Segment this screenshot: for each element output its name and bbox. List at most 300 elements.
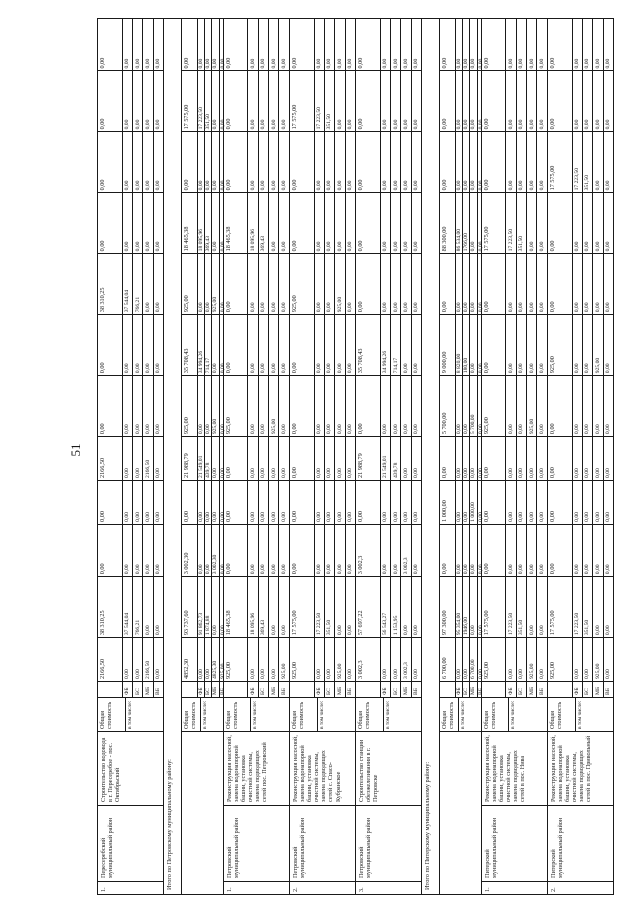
value-column xyxy=(548,70,613,131)
source-value: 0,00 xyxy=(248,481,258,524)
value-column xyxy=(482,637,547,681)
value-column xyxy=(356,253,421,314)
source-value: 0,00 xyxy=(325,525,335,576)
source-value: 0,00 xyxy=(259,638,269,681)
source-value: 0,00 xyxy=(280,302,287,313)
source-value: 0,00 xyxy=(335,376,345,436)
source-value: 0,00 xyxy=(583,481,593,524)
source-value: 0,00 xyxy=(413,669,420,679)
total-value: 2166,50 xyxy=(98,437,123,480)
source-value: 0,00 xyxy=(583,638,593,681)
source-value: 0,00 xyxy=(401,193,411,253)
source-value: 0,00 xyxy=(198,254,205,314)
total-value: 35 708,43 xyxy=(356,315,381,375)
source-value: 0,00 xyxy=(413,424,420,435)
source-value: 0,00 xyxy=(143,254,153,314)
source-value: 0,00 xyxy=(133,525,143,576)
total-value: 0,00 xyxy=(224,71,249,131)
value-column xyxy=(356,637,421,681)
object-description: Строительство водовода в г. Пересеребое - пос. Октябрьский xyxy=(98,731,163,805)
total-value: 0,00 xyxy=(482,254,507,314)
value-column xyxy=(440,70,484,131)
total-value: 925,00 xyxy=(482,376,507,436)
source-value: 21 549,01 xyxy=(198,437,205,480)
source-value: 0,00 xyxy=(538,669,545,679)
source-value: 34 994,26 xyxy=(198,315,205,375)
source-code: МБ xyxy=(269,682,279,697)
total-value: 0,00 xyxy=(548,193,573,253)
total-cost-label: Общая стоимость xyxy=(224,698,252,731)
source-value: 0,00 xyxy=(593,71,603,131)
source-value: 0,00 xyxy=(123,193,133,253)
value-column xyxy=(548,19,613,70)
total-value: 2166,50 xyxy=(98,638,123,681)
source-code: ВБ xyxy=(477,688,484,695)
total-value: 925,00 xyxy=(548,638,573,681)
including-label: в том числе: xyxy=(126,700,133,729)
total-value: 0,00 xyxy=(224,437,249,480)
source-value: 0,00 xyxy=(198,132,205,192)
source-value: 0,00 xyxy=(391,525,401,576)
source-value: 0,00 xyxy=(470,577,477,637)
source-value: 3 002,3 xyxy=(401,525,411,576)
source-value: 0,00 xyxy=(219,625,226,636)
value-column xyxy=(482,524,547,576)
value-column xyxy=(98,19,163,70)
source-value: 0,00 xyxy=(527,19,537,70)
source-value: 0,00 xyxy=(143,71,153,131)
source-code: БС xyxy=(205,682,212,697)
total-value: 0,00 xyxy=(98,71,123,131)
source-value: 0,00 xyxy=(573,376,583,436)
value-column xyxy=(356,19,421,70)
row-number: 1. xyxy=(224,881,289,894)
source-value: 0,00 xyxy=(347,58,354,69)
page-number: 51 xyxy=(68,443,83,457)
source-code: ВБ xyxy=(347,688,354,695)
source-value: 0,00 xyxy=(391,376,401,436)
value-column xyxy=(290,253,355,314)
source-value: 0,00 xyxy=(280,625,287,636)
value-column xyxy=(182,375,226,436)
total-value: 0,00 xyxy=(440,19,455,70)
total-value: 5 700,00 xyxy=(440,376,455,436)
source-value: 0,00 xyxy=(198,376,205,436)
source-value: 0,00 xyxy=(605,564,612,575)
total-value: 17 575,00 xyxy=(290,71,315,131)
table-row xyxy=(290,19,356,894)
source-value: 0,00 xyxy=(605,58,612,69)
value-column xyxy=(482,314,547,375)
value-column xyxy=(224,314,289,375)
source-value: 0,00 xyxy=(527,132,537,192)
value-column xyxy=(290,19,355,70)
source-code: МБ xyxy=(593,682,603,697)
source-value: 17 223,50 xyxy=(573,132,583,192)
source-value: 0,00 xyxy=(219,302,226,313)
source-value: 0,00 xyxy=(315,193,325,253)
total-value: 0,00 xyxy=(548,71,573,131)
source-value: 18 095,96 xyxy=(248,193,258,253)
value-column xyxy=(224,19,289,70)
source-value: 0,00 xyxy=(605,512,612,522)
source-value: 0,00 xyxy=(401,132,411,192)
object-description: Строительство станции обезжелезивания в г. Петровске xyxy=(356,731,421,805)
source-value: 439,78 xyxy=(205,437,212,480)
source-value: 0,00 xyxy=(573,315,583,375)
source-value: 0,00 xyxy=(413,241,420,252)
value-column xyxy=(98,70,163,131)
value-column xyxy=(224,524,289,576)
source-value: 0,00 xyxy=(506,19,516,70)
source-value: 0,00 xyxy=(573,71,583,131)
cost-label-column xyxy=(440,697,480,731)
source-value: 0,00 xyxy=(456,19,463,70)
source-value: 0,00 xyxy=(259,19,269,70)
source-value: 0,00 xyxy=(391,19,401,70)
source-value: 0,00 xyxy=(477,58,484,69)
table-row xyxy=(482,19,548,894)
value-column xyxy=(182,131,226,192)
value-column xyxy=(98,375,163,436)
source-value: 0,00 xyxy=(573,254,583,314)
source-value: 0,00 xyxy=(123,525,133,576)
source-value: 0,00 xyxy=(335,193,345,253)
value-column xyxy=(482,19,547,70)
cost-label-column xyxy=(182,697,222,731)
district-name: Питерский муниципальный район xyxy=(548,805,613,881)
total-value: 21 988,79 xyxy=(182,437,197,480)
row-number: 1. xyxy=(482,881,547,894)
including-label: в том числе: xyxy=(252,700,259,729)
value-column xyxy=(290,436,355,480)
source-value: 0,00 xyxy=(198,525,205,576)
source-value: 0,00 xyxy=(219,564,226,575)
row-number: 2. xyxy=(548,881,613,894)
total-caption-row xyxy=(164,19,182,894)
source-value: 0,00 xyxy=(335,19,345,70)
source-value: 0,00 xyxy=(133,638,143,681)
value-column xyxy=(224,253,289,314)
source-value: 0,00 xyxy=(155,669,162,679)
source-value: 17 223,50 xyxy=(573,577,583,637)
source-value: 0,00 xyxy=(463,376,470,436)
source-value: 925,00 xyxy=(335,254,345,314)
source-value: 17 223,50 xyxy=(506,193,516,253)
total-value: 0,00 xyxy=(440,437,455,480)
source-value: 0,00 xyxy=(456,132,463,192)
source-value: 0,00 xyxy=(401,577,411,637)
source-value: 0,00 xyxy=(391,254,401,314)
value-column xyxy=(98,131,163,192)
source-value: 439,78 xyxy=(391,437,401,480)
total-value: 0,00 xyxy=(548,19,573,70)
source-value: 86 534,00 xyxy=(456,193,463,253)
source-value: 0,00 xyxy=(269,19,279,70)
source-value: 0,00 xyxy=(325,638,335,681)
value-column xyxy=(182,253,226,314)
source-value: 0,00 xyxy=(347,669,354,679)
source-value: 0,00 xyxy=(573,437,583,480)
total-spacer xyxy=(440,731,480,894)
source-value: 0,00 xyxy=(527,71,537,131)
source-value: 0,00 xyxy=(347,363,354,374)
source-value: 0,00 xyxy=(538,625,545,636)
source-value: 0,00 xyxy=(212,19,219,70)
source-value: 0,00 xyxy=(315,638,325,681)
source-value: 0,00 xyxy=(269,638,279,681)
source-value: 5 700,00 xyxy=(470,376,477,436)
source-value: 0,00 xyxy=(205,481,212,524)
total-cost-label: Общая стоимость xyxy=(182,698,200,731)
source-value: 0,00 xyxy=(583,193,593,253)
source-value: 0,00 xyxy=(248,315,258,375)
district-name: Петровский муниципальный район xyxy=(356,805,421,881)
source-value: 0,00 xyxy=(506,638,516,681)
source-value: 0,00 xyxy=(347,512,354,522)
value-column xyxy=(98,314,163,375)
source-value: 714,17 xyxy=(205,315,212,375)
source-code: ВБ xyxy=(413,688,420,695)
source-code: МБ xyxy=(335,682,345,697)
source-value: 0,00 xyxy=(456,437,463,480)
source-value: 0,00 xyxy=(315,19,325,70)
source-value: 0,00 xyxy=(259,525,269,576)
total-value: 3 002,3 xyxy=(356,638,381,681)
source-value: 0,00 xyxy=(198,19,205,70)
total-value: 0,00 xyxy=(224,19,249,70)
source-value: 0,00 xyxy=(517,525,527,576)
source-value: 0,00 xyxy=(583,254,593,314)
source-value: 0,00 xyxy=(470,193,477,253)
source-value: 0,00 xyxy=(123,132,133,192)
source-value: 0,00 xyxy=(205,132,212,192)
source-value: 37 544,04 xyxy=(123,577,133,637)
source-value: 0,00 xyxy=(212,437,219,480)
source-value: 0,00 xyxy=(248,19,258,70)
total-value: 0,00 xyxy=(98,481,123,524)
total-value: 0,00 xyxy=(440,525,455,576)
source-value: 369,43 xyxy=(205,193,212,253)
source-value: 0,00 xyxy=(269,481,279,524)
including-label: в том числе: xyxy=(318,700,325,729)
source-value: 0,00 xyxy=(517,638,527,681)
source-value: 8 820,00 xyxy=(456,315,463,375)
total-value: 88 300,00 xyxy=(440,193,455,253)
total-caption: Итого по Петровскому муниципальному району: xyxy=(166,759,174,890)
source-value: 0,00 xyxy=(248,525,258,576)
source-value: 0,00 xyxy=(381,481,391,524)
source-value: 0,00 xyxy=(133,193,143,253)
table-row xyxy=(356,19,422,894)
source-value: 0,00 xyxy=(347,468,354,478)
source-value: 0,00 xyxy=(477,424,484,435)
source-value: 0,00 xyxy=(325,437,335,480)
source-value: 0,00 xyxy=(517,71,527,131)
source-value: 0,00 xyxy=(155,468,162,478)
source-value: 0,00 xyxy=(248,376,258,436)
source-value: 0,00 xyxy=(143,315,153,375)
source-value: 0,00 xyxy=(269,193,279,253)
source-value: 369,43 xyxy=(259,577,269,637)
source-value: 0,00 xyxy=(413,363,420,374)
source-value: 0,00 xyxy=(143,577,153,637)
source-value: 0,00 xyxy=(123,437,133,480)
source-value: 351,50 xyxy=(583,577,593,637)
source-value: 0,00 xyxy=(219,119,226,130)
source-value: 0,00 xyxy=(538,302,545,313)
source-value: 0,00 xyxy=(413,180,420,191)
source-value: 3 002,30 xyxy=(212,525,219,576)
value-column xyxy=(182,192,226,253)
source-value: 0,00 xyxy=(391,71,401,131)
value-column xyxy=(356,524,421,576)
total-value: 17 575,00 xyxy=(548,577,573,637)
source-value: 0,00 xyxy=(133,71,143,131)
value-column xyxy=(182,576,226,637)
value-column xyxy=(482,70,547,131)
total-value: 0,00 xyxy=(224,525,249,576)
total-values-row xyxy=(440,19,484,894)
source-value: 766,21 xyxy=(133,254,143,314)
source-value: 180,00 xyxy=(463,315,470,375)
source-value: 0,00 xyxy=(133,132,143,192)
source-value: 0,00 xyxy=(269,437,279,480)
source-value: 0,00 xyxy=(527,525,537,576)
value-column xyxy=(224,192,289,253)
source-code: БС xyxy=(391,682,401,697)
source-value: 0,00 xyxy=(205,19,212,70)
source-value: 3 002,3 xyxy=(401,638,411,681)
source-value: 0,00 xyxy=(248,638,258,681)
source-value: 0,00 xyxy=(477,180,484,191)
value-column xyxy=(482,131,547,192)
source-value: 925,00 xyxy=(527,638,537,681)
including-label: в том числе: xyxy=(384,700,391,729)
source-value: 0,00 xyxy=(155,58,162,69)
total-value: 3 002,3 xyxy=(356,525,381,576)
total-value: 0,00 xyxy=(356,19,381,70)
source-code: МБ xyxy=(401,682,411,697)
source-value: 0,00 xyxy=(463,71,470,131)
source-value: 4825,30 xyxy=(212,638,219,681)
source-value: 0,00 xyxy=(347,625,354,636)
table-row xyxy=(548,19,613,894)
total-value: 17 575,00 xyxy=(290,577,315,637)
total-value: 9 000,00 xyxy=(440,315,455,375)
total-value: 0,00 xyxy=(440,71,455,131)
source-value: 0,00 xyxy=(463,437,470,480)
value-column xyxy=(482,436,547,480)
total-value: 0,00 xyxy=(356,132,381,192)
source-value: 0,00 xyxy=(143,193,153,253)
value-column xyxy=(182,524,226,576)
value-column xyxy=(440,131,484,192)
source-value: 0,00 xyxy=(381,193,391,253)
value-column xyxy=(290,480,355,524)
source-value: 0,00 xyxy=(456,254,463,314)
source-value: 1 000,00 xyxy=(470,481,477,524)
source-value: 0,00 xyxy=(219,241,226,252)
source-value: 0,00 xyxy=(325,376,335,436)
value-column xyxy=(356,375,421,436)
source-value: 18 095,96 xyxy=(248,577,258,637)
source-code: БС xyxy=(583,682,593,697)
total-value: 93 737,60 xyxy=(182,577,197,637)
source-value: 0,00 xyxy=(280,241,287,252)
total-caption: Итого по Питерскому муниципальному району: xyxy=(424,761,432,890)
source-value: 0,00 xyxy=(583,376,593,436)
source-code: БС xyxy=(133,682,143,697)
district-name: Петровский муниципальный район xyxy=(224,805,289,881)
total-value: 0,00 xyxy=(482,525,507,576)
source-value: 0,00 xyxy=(517,481,527,524)
value-column xyxy=(440,576,484,637)
source-code: ФБ xyxy=(315,682,325,697)
source-value: 0,00 xyxy=(315,525,325,576)
source-column xyxy=(224,681,289,697)
total-value: 0,00 xyxy=(182,19,197,70)
source-value: 0,00 xyxy=(198,638,205,681)
value-column xyxy=(182,19,226,70)
source-value: 0,00 xyxy=(506,71,516,131)
total-value: 0,00 xyxy=(440,132,455,192)
total-value: 17 575,00 xyxy=(482,577,507,637)
value-column xyxy=(356,70,421,131)
table-row xyxy=(98,19,164,894)
source-code: ВБ xyxy=(605,688,612,695)
cost-label-column xyxy=(548,697,613,731)
source-value: 0,00 xyxy=(325,132,335,192)
total-value: 3 002,30 xyxy=(182,525,197,576)
source-value: 0,00 xyxy=(269,525,279,576)
value-column xyxy=(290,314,355,375)
source-value: 0,00 xyxy=(219,58,226,69)
total-value: 0,00 xyxy=(182,132,197,192)
source-value: 0,00 xyxy=(123,315,133,375)
total-value: 35 708,43 xyxy=(182,315,197,375)
including-label: в том числе: xyxy=(510,700,517,729)
total-cost-label: Общая стоимость xyxy=(548,698,576,731)
source-code: БС xyxy=(325,682,335,697)
cost-label-column xyxy=(482,697,547,731)
source-value: 0,00 xyxy=(477,363,484,374)
source-value: 0,00 xyxy=(538,512,545,522)
source-value: 0,00 xyxy=(463,481,470,524)
total-value: 925,00 xyxy=(548,315,573,375)
source-value: 0,00 xyxy=(573,19,583,70)
source-value: 0,00 xyxy=(517,132,527,192)
source-value: 0,00 xyxy=(381,132,391,192)
source-value: 0,00 xyxy=(219,468,226,478)
total-value: 0,00 xyxy=(98,525,123,576)
source-value: 0,00 xyxy=(527,481,537,524)
source-value: 0,00 xyxy=(123,376,133,436)
source-blank xyxy=(356,682,381,697)
source-value: 925,00 xyxy=(212,254,219,314)
total-caption-row xyxy=(422,19,440,894)
value-column xyxy=(356,576,421,637)
total-value: 925,00 xyxy=(224,638,249,681)
source-value: 0,00 xyxy=(219,424,226,435)
source-value: 0,00 xyxy=(538,468,545,478)
source-value: 0,00 xyxy=(259,315,269,375)
source-value: 0,00 xyxy=(347,180,354,191)
source-value: 0,00 xyxy=(477,512,484,522)
total-value: 0,00 xyxy=(482,315,507,375)
source-value: 0,00 xyxy=(212,193,219,253)
object-description: Реконструкция насосной, замена водонапорной башни, установка очистной системы, замена подводящих сетей в пос. Привольный xyxy=(548,731,613,805)
